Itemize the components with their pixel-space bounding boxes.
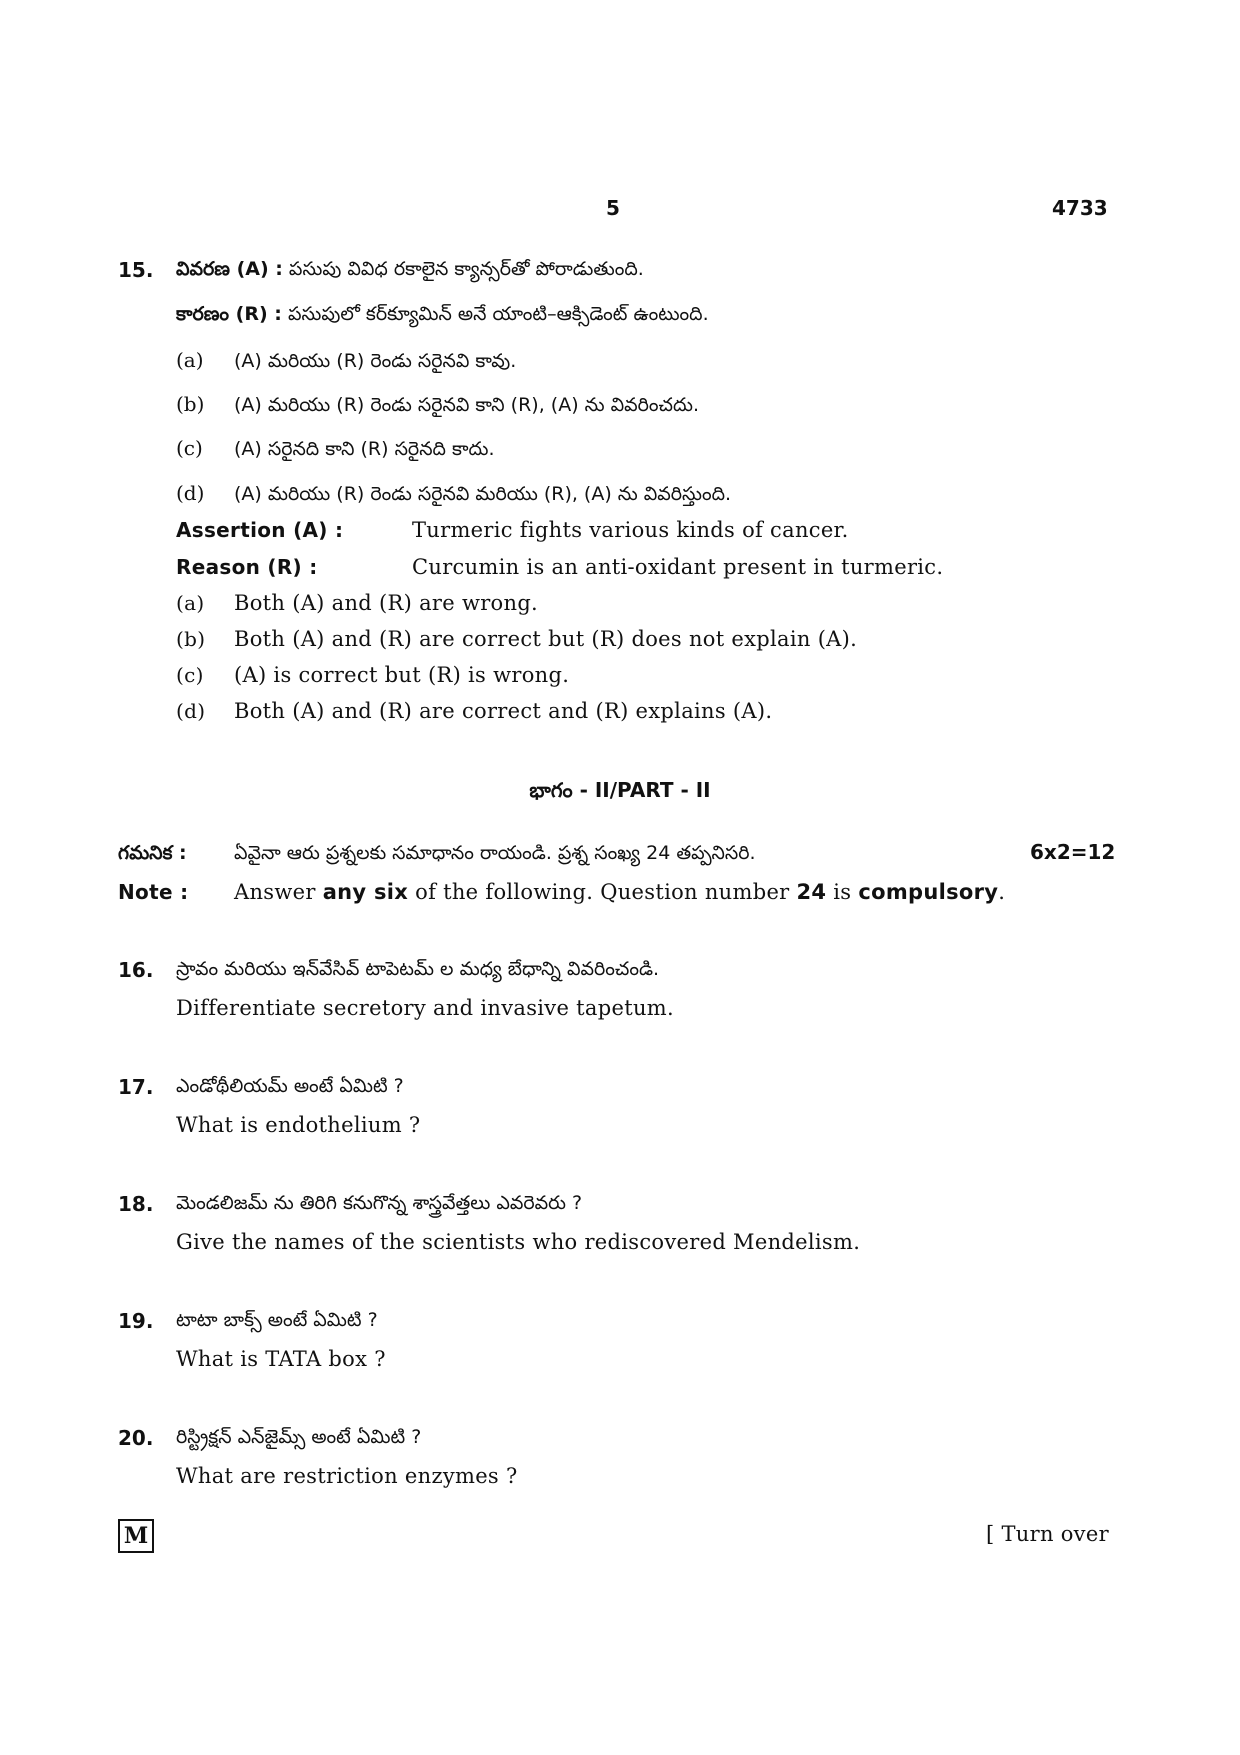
question-number-15: 15. xyxy=(118,258,154,282)
note-en-text xyxy=(234,880,1005,904)
note-emphasis: 24 xyxy=(796,880,827,904)
q15-en-assertion-text: Turmeric fights various kinds of cancer. xyxy=(412,518,849,542)
question-number: 18. xyxy=(118,1192,154,1216)
question-number: 17. xyxy=(118,1075,154,1099)
q15-en-option-c xyxy=(176,663,569,687)
q15-te-assertion xyxy=(176,258,644,285)
option-key: (b) xyxy=(176,392,205,416)
option-key: (a) xyxy=(176,348,204,372)
option-text: (A) సరైనది కాని (R) సరైనది కాదు. xyxy=(234,438,495,460)
q15-en-option-a xyxy=(176,591,538,615)
q15-en-option-d xyxy=(176,699,772,723)
note-emphasis: any six xyxy=(322,880,409,904)
option-text: Both (A) and (R) are wrong. xyxy=(234,591,539,615)
q15-en-assertion-label: Assertion (A) : xyxy=(176,518,344,542)
question-text-en: What are restriction enzymes ? xyxy=(176,1464,518,1488)
q15-te-assertion-text: పసుపు వివిధ రకాలైన క్యాన్సర్‌తో పోరాడుతుంది. xyxy=(282,258,644,280)
option-text: (A) is correct but (R) is wrong. xyxy=(234,663,570,687)
note-en-label: Note : xyxy=(118,880,189,904)
question-number: 19. xyxy=(118,1309,154,1333)
note-text-part: is xyxy=(826,880,859,904)
q15-te-reason xyxy=(176,303,709,330)
option-text: (A) మరియు (R) రెండు సరైనవి మరియు (R), (A) ను వివరిస్తుంది. xyxy=(234,483,732,505)
note-te-text: ఏవైనా ఆరు ప్రశ్నలకు సమాధానం రాయండి. ప్రశ్న సంఖ్య 24 తప్పనిసరి. xyxy=(234,842,756,864)
question-17 xyxy=(118,1075,1118,1135)
option-text: Both (A) and (R) are correct but (R) does not explain (A). xyxy=(234,627,858,651)
question-20 xyxy=(118,1426,1118,1486)
question-text-en: Give the names of the scientists who rediscovered Mendelism. xyxy=(176,1230,861,1254)
question-text-te: రిస్ట్రిక్షన్ ఎన్‌జైమ్స్ అంటే ఏమిటి ? xyxy=(176,1426,422,1448)
q15-en-reason-text: Curcumin is an anti-oxidant present in turmeric. xyxy=(412,555,944,579)
marks-allocation: 6x2=12 xyxy=(1030,840,1116,864)
question-text-te: టాటా బాక్స్ అంటే ఏమిటి ? xyxy=(176,1309,378,1331)
note-text-part: of the following. Question number xyxy=(408,880,797,904)
q15-en-reason-label: Reason (R) : xyxy=(176,555,318,579)
q15-en-option-b xyxy=(176,627,857,651)
q15-te-option-c xyxy=(176,436,495,465)
question-text-en: What is endothelium ? xyxy=(176,1113,421,1137)
option-text: Both (A) and (R) are correct and (R) explains (A). xyxy=(234,699,773,723)
q15-te-reason-text: పసుపులో కర్‌క్యూమిన్ అనే యాంటి–ఆక్సిడెంట్ ఉంటుంది. xyxy=(281,303,709,325)
question-text-en: What is TATA box ? xyxy=(176,1347,386,1371)
paper-code: 4733 xyxy=(1052,196,1108,220)
option-key: (b) xyxy=(176,627,206,651)
option-text: (A) మరియు (R) రెండు సరైనవి కావు. xyxy=(234,350,517,372)
question-text-te: మెండలిజమ్ ను తిరిగి కనుగొన్న శాస్త్రవేత్తలు ఎవరెవరు ? xyxy=(176,1192,583,1214)
question-text-en: Differentiate secretory and invasive tapetum. xyxy=(176,996,674,1020)
turn-over-label: [ Turn over xyxy=(986,1522,1109,1546)
question-19 xyxy=(118,1309,1118,1369)
option-key: (c) xyxy=(176,436,203,460)
q15-te-option-a xyxy=(176,348,516,377)
q15-te-assertion-label: వివరణ (A) : xyxy=(176,258,283,280)
question-16 xyxy=(118,958,1118,1018)
question-number: 20. xyxy=(118,1426,154,1450)
option-key: (d) xyxy=(176,699,206,723)
medium-box: M xyxy=(118,1519,154,1553)
option-key: (d) xyxy=(176,481,205,505)
question-number: 16. xyxy=(118,958,154,982)
option-text: (A) మరియు (R) రెండు సరైనవి కాని (R), (A) ను వివరించదు. xyxy=(234,394,699,416)
option-key: (c) xyxy=(176,663,204,687)
part-heading: భాగం - II/PART - II xyxy=(529,778,711,802)
q15-te-reason-label: కారణం (R) : xyxy=(176,303,282,325)
note-emphasis: compulsory xyxy=(858,880,999,904)
question-text-te: ఎండోథీలియమ్ అంటే ఏమిటి ? xyxy=(176,1075,404,1097)
question-18 xyxy=(118,1192,1118,1252)
q15-te-option-d xyxy=(176,481,731,510)
option-key: (a) xyxy=(176,591,205,615)
note-text-part: Answer xyxy=(234,880,323,904)
note-text-part: . xyxy=(998,880,1006,904)
question-text-te: స్రావం మరియు ఇన్‌వేసివ్ టాపెటమ్ ల మధ్య బేధాన్ని వివరించండి. xyxy=(176,958,660,980)
q15-te-option-b xyxy=(176,392,699,421)
page-number: 5 xyxy=(606,196,620,220)
note-te-label: గమనిక : xyxy=(118,842,187,864)
